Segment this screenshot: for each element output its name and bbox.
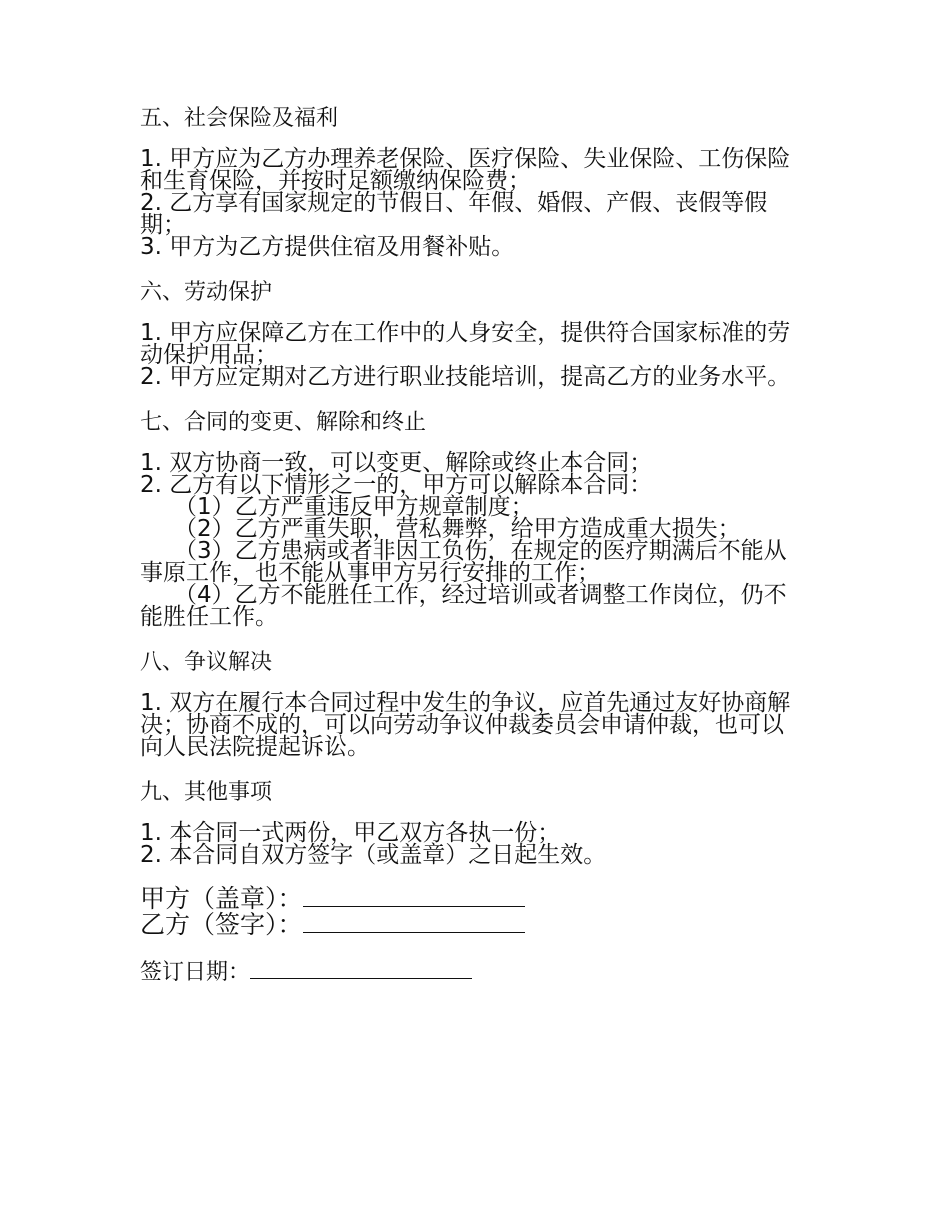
- party-b-signature-field[interactable]: [303, 914, 525, 933]
- clause-item: 2. 甲方应定期对乙方进行职业技能培训，提高乙方的业务水平。: [140, 364, 791, 390]
- clause-subitem: （2）乙方严重失职，营私舞弊，给甲方造成重大损失；: [174, 516, 741, 542]
- clause-item: 1. 双方在履行本合同过程中发生的争议，应首先通过友好协商解决；协商不成的，可以向劳动争议仲裁委员会申请仲裁，也可以向人民法院提起诉讼。: [140, 690, 791, 760]
- signing-date-label: 签订日期：: [140, 960, 251, 985]
- section-heading-other-matters: 九、其他事项: [140, 780, 273, 805]
- clause-item: 1. 双方协商一致，可以变更、解除或终止本合同；: [140, 450, 653, 476]
- party-a-signature-line: [140, 886, 805, 912]
- section-heading-social-insurance: 五、社会保险及福利: [140, 106, 339, 131]
- section-heading-labor-protection: 六、劳动保护: [140, 280, 273, 305]
- section-heading-contract-change: 七、合同的变更、解除和终止: [140, 410, 427, 435]
- clause-subitem: （3）乙方患病或者非因工负伤，在规定的医疗期满后不能从事原工作，也不能从事甲方另行安排的工作；: [140, 538, 787, 586]
- clause-item: 2. 本合同自双方签字（或盖章）之日起生效。: [140, 842, 607, 868]
- signing-date-field[interactable]: [250, 960, 472, 979]
- party-a-label: 甲方（盖章）：: [140, 884, 303, 913]
- clause-item: 2. 乙方有以下情形之一的，甲方可以解除本合同：: [140, 472, 653, 498]
- section-body-labor-protection: [140, 322, 805, 388]
- party-b-signature-line: [140, 912, 805, 938]
- clause-item: 1. 本合同一式两份，甲乙双方各执一份；: [140, 820, 561, 846]
- clause-subitem: （4）乙方不能胜任工作，经过培训或者调整工作岗位，仍不能胜任工作。: [140, 582, 787, 630]
- section-body-social-insurance: [140, 148, 805, 258]
- section-heading-dispute-resolution: 八、争议解决: [140, 650, 273, 675]
- signature-block: [140, 886, 805, 988]
- section-body-other-matters: [140, 822, 805, 866]
- clause-item: 1. 甲方应保障乙方在工作中的人身安全，提供符合国家标准的劳动保护用品；: [140, 320, 791, 368]
- clause-item: 3. 甲方为乙方提供住宿及用餐补贴。: [140, 234, 515, 260]
- clause-item: 1. 甲方应为乙方办理养老保险、医疗保险、失业保险、工伤保险和生育保险，并按时足额缴纳保险费；: [140, 146, 791, 194]
- section-body-dispute-resolution: [140, 692, 805, 758]
- party-a-signature-field[interactable]: [303, 888, 525, 907]
- signing-date-line: [140, 958, 805, 988]
- clause-subitem: （1）乙方严重违反甲方规章制度；: [174, 494, 534, 520]
- contract-page: [140, 104, 805, 988]
- clause-item: 2. 乙方享有国家规定的节假日、年假、婚假、产假、丧假等假期；: [140, 190, 768, 238]
- party-b-label: 乙方（签字）：: [140, 910, 303, 939]
- section-body-contract-change: [140, 452, 805, 628]
